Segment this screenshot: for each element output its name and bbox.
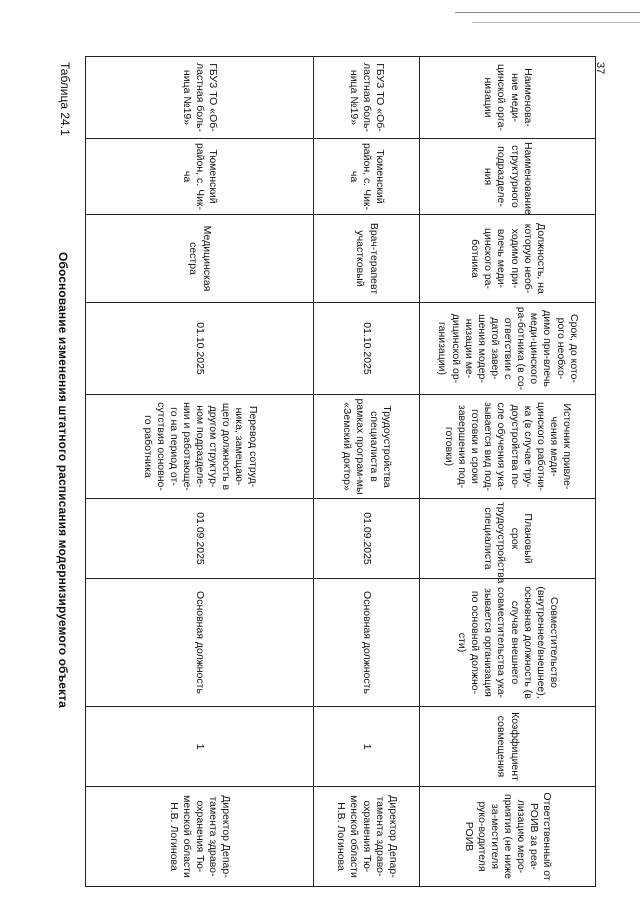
header-source: Источник привле-чения меди-цинского работни-ка (в случае тру-доустройства по-сле обучения ука-зывается вид под-готовки и сроки завершения под-готовки): [420, 395, 596, 499]
cell-org: ГБУЗ ТО «Об-ластная боль-ница №19»: [314, 57, 420, 139]
cell-position: Медицинская сестра: [86, 215, 314, 303]
cell-source: Перевод сотруд-ника, замещаю-щего должность в другом структур-ном подразделе-нии и работающе-го на период от-сутствия основно-го работника: [86, 395, 314, 499]
cell-planned: 01.09.2025: [314, 499, 420, 579]
cell-org: ГБУЗ ТО «Об-ластная боль-ница №19»: [86, 57, 314, 139]
table-label: Таблица 24.1: [58, 62, 72, 136]
table-header-row: [420, 57, 596, 887]
cell-planned: 01.09.2025: [86, 499, 314, 579]
cell-position: Врач-терапевт участковый: [314, 215, 420, 303]
scan-edge-line: [455, 12, 640, 13]
cell-deadline: 01.10.2025: [86, 303, 314, 395]
cell-source: Трудоустройства специалиста в рамках програм-мы «Земский доктор»: [314, 395, 420, 499]
cell-combination: Основная должность: [86, 579, 314, 707]
document-title: Обоснование изменения штатного расписания модернизируемого объекта: [56, 252, 70, 708]
cell-deadline: 01.10.2025: [314, 303, 420, 395]
cell-dept: Тюменский район, с. Чик-ча: [86, 139, 314, 215]
header-planned: Плановый срок трудоустройства специалиста: [420, 499, 596, 579]
header-combination: Совместительство (внутреннее/внешнее), основная должность (в случае внешнего совместительства ука-зывается организация по основной должно-сти): [420, 579, 596, 707]
header-deadline: Срок, до кото-рого необхо-димо при-влечь меди-цинского ра-ботника (в со-ответствии с датой завер-шения модер-низации ме-дицинской ор-ганизации): [420, 303, 596, 395]
header-position: Должность, на которую необ-ходимо при-влечь меди-цинского ра-ботника: [420, 215, 596, 303]
page-number: 37: [594, 62, 606, 75]
cell-combination: Основная должность: [314, 579, 420, 707]
cell-coef: 1: [314, 707, 420, 787]
table-row: [314, 57, 420, 887]
cell-coef: 1: [86, 707, 314, 787]
header-coef: Коэффициент совмещения: [420, 707, 596, 787]
header-responsible: Ответственный от РОИВ за реа-лизацию меро-приятия (не ниже за-местителя руко-водителя РОИВ: [420, 787, 596, 887]
cell-responsible: Директор Депар-тамента здраво-охранения Тю-менской области Н.В. Логинова: [314, 787, 420, 887]
staffing-table: [85, 56, 596, 887]
table-area: [86, 56, 596, 886]
cell-responsible: Директор Депар-тамента здраво-охранения Тю-менской области Н.В. Логинова: [86, 787, 314, 887]
table-row: [86, 57, 314, 887]
scan-edge-line: [472, 22, 640, 23]
header-dept: Наименование структурного подразделе-ния: [420, 139, 596, 215]
cell-dept: Тюменский район, с. Чик-ча: [314, 139, 420, 215]
header-org: Наименова-ние меди-цинской орга-низации: [420, 57, 596, 139]
